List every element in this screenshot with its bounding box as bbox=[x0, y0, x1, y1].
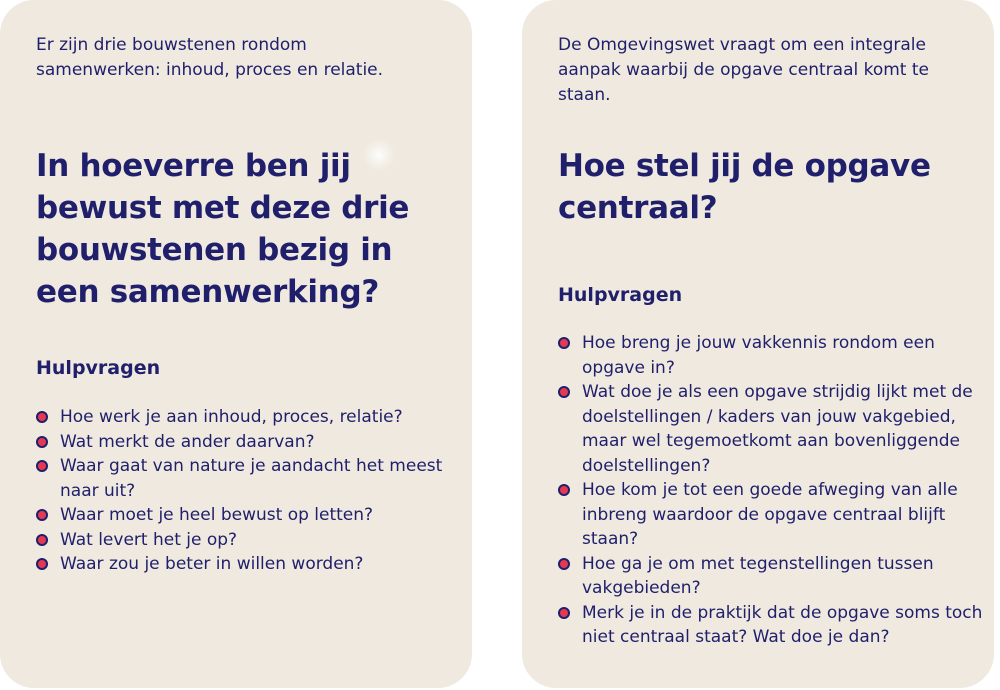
bullet-icon bbox=[558, 558, 570, 570]
bullet-icon bbox=[36, 411, 48, 423]
bullet-icon bbox=[36, 460, 48, 472]
bullet-icon bbox=[558, 607, 570, 619]
list-item bbox=[558, 601, 983, 650]
list-item-text: Wat merkt de ander daarvan? bbox=[60, 431, 315, 452]
list-item bbox=[36, 552, 456, 577]
list-item bbox=[36, 430, 456, 455]
card-omgevingswet bbox=[522, 0, 994, 688]
list-item bbox=[558, 331, 983, 380]
list-item-text: Hoe breng je jouw vakkennis rondom een opgave in? bbox=[582, 333, 935, 378]
list-item bbox=[558, 380, 983, 478]
list-item-text: Hoe ga je om met tegenstellingen tussen vakgebieden? bbox=[582, 553, 934, 598]
list-item-text: Wat doe je als een opgave strijdig lijkt met de doelstellingen / kaders van jouw vakgebied, maar wel tegemoetkomt aan bovenliggende doelstellingen? bbox=[582, 382, 973, 476]
help-heading: Hulpvragen bbox=[558, 284, 683, 306]
list-item-text: Hoe kom je tot een goede afweging van alle inbreng waardoor de opgave centraal blijft staan? bbox=[582, 480, 958, 549]
list-item bbox=[36, 503, 456, 528]
bullet-icon bbox=[36, 436, 48, 448]
card-intro: Er zijn drie bouwstenen rondom samenwerken: inhoud, proces en relatie. bbox=[36, 35, 384, 80]
bullet-icon bbox=[36, 558, 48, 570]
list-item bbox=[36, 528, 456, 553]
list-item bbox=[558, 478, 983, 552]
list-item-text: Waar zou je beter in willen worden? bbox=[60, 554, 364, 574]
bullet-icon bbox=[36, 509, 48, 521]
list-item-text: Hoe werk je aan inhoud, proces, relatie? bbox=[60, 407, 403, 427]
help-heading: Hulpvragen bbox=[36, 357, 161, 379]
list-item bbox=[558, 552, 983, 601]
help-list bbox=[36, 405, 456, 577]
list-item-text: Waar gaat van nature je aandacht het meest naar uit? bbox=[60, 456, 443, 501]
list-item bbox=[36, 454, 456, 503]
card-samenwerken bbox=[0, 0, 472, 688]
bullet-icon bbox=[558, 386, 570, 398]
list-item bbox=[36, 405, 456, 430]
bullet-icon bbox=[36, 534, 48, 546]
list-item-text: Wat levert het je op? bbox=[60, 529, 238, 550]
card-question: Hoe stel jij de opgave centraal? bbox=[558, 148, 931, 226]
bullet-icon bbox=[558, 337, 570, 349]
card-question: In hoeverre ben jij bewust met deze drie bouwstenen bezig in een samenwerking? bbox=[36, 148, 410, 310]
bullet-icon bbox=[558, 484, 570, 496]
help-list bbox=[558, 331, 983, 650]
list-item-text: Waar moet je heel bewust op letten? bbox=[60, 505, 374, 525]
card-intro: De Omgevingswet vraagt om een integrale aanpak waarbij de opgave centraal komt te staan. bbox=[558, 35, 930, 105]
list-item-text: Merk je in de praktijk dat de opgave soms toch niet centraal staat? Wat doe je dan? bbox=[582, 602, 983, 647]
